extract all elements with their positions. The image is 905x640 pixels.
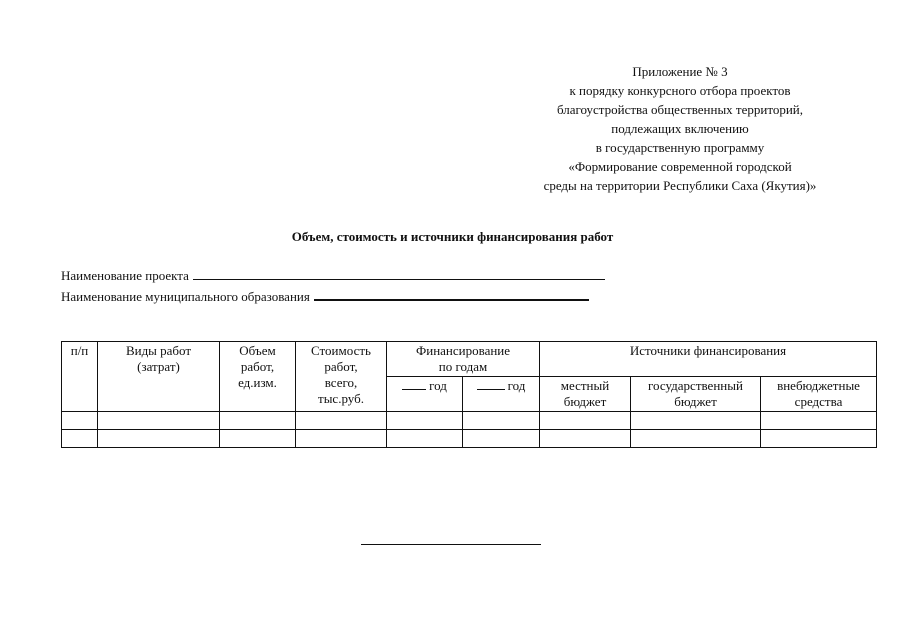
table-cell[interactable] xyxy=(296,412,387,430)
project-name-field xyxy=(61,267,605,284)
header-text: год xyxy=(507,378,526,393)
header-text: Стоимость xyxy=(311,343,371,358)
header-text: бюджет xyxy=(674,394,717,409)
table-cell[interactable] xyxy=(631,412,761,430)
project-name-label: Наименование проекта xyxy=(61,268,189,283)
table-cell[interactable] xyxy=(98,412,220,430)
project-name-blank-line[interactable] xyxy=(193,267,605,280)
header-text: ед.изм. xyxy=(238,375,277,390)
year-blank xyxy=(477,378,505,390)
table-cell[interactable] xyxy=(761,430,877,448)
appendix-line: подлежащих включению xyxy=(611,121,749,136)
header-text: всего, xyxy=(324,375,358,390)
table-cell[interactable] xyxy=(220,412,296,430)
year-blank xyxy=(402,378,426,390)
header-offbudget-funds xyxy=(761,377,877,412)
header-text: Объем xyxy=(239,343,276,358)
table-cell[interactable] xyxy=(540,430,631,448)
header-year-1 xyxy=(387,377,463,412)
header-text: средства xyxy=(794,394,843,409)
table-header-row xyxy=(62,342,877,377)
table-cell[interactable] xyxy=(387,412,463,430)
municipality-blank-line[interactable] xyxy=(314,287,589,301)
header-text: год xyxy=(429,378,447,393)
header-text: по годам xyxy=(438,359,488,374)
header-num: п/п xyxy=(62,342,98,412)
table-cell[interactable] xyxy=(463,412,540,430)
header-text: местный xyxy=(560,378,610,393)
header-text: внебюджетные xyxy=(777,378,860,393)
header-text: работ, xyxy=(324,359,358,374)
appendix-line: в государственную программу xyxy=(595,140,765,155)
table-cell[interactable] xyxy=(62,412,98,430)
header-text: Финансирование xyxy=(415,343,511,358)
appendix-line: благоустройства общественных территорий, xyxy=(556,102,804,117)
appendix-line: «Формирование современной городской xyxy=(568,159,792,174)
header-volume xyxy=(220,342,296,412)
table-cell[interactable] xyxy=(761,412,877,430)
municipality-field xyxy=(61,287,589,305)
header-text: работ, xyxy=(240,359,275,374)
header-text: тыс.руб. xyxy=(318,391,364,406)
header-text: Виды работ xyxy=(125,343,192,358)
table-row xyxy=(62,412,877,430)
header-sources: Источники финансирования xyxy=(540,342,877,377)
table-cell[interactable] xyxy=(296,430,387,448)
table-cell[interactable] xyxy=(62,430,98,448)
table-cell[interactable] xyxy=(631,430,761,448)
appendix-line: среды на территории Республики Саха (Якутия)» xyxy=(543,178,817,193)
header-work-type xyxy=(98,342,220,412)
table-cell[interactable] xyxy=(98,430,220,448)
table-cell[interactable] xyxy=(463,430,540,448)
header-cost xyxy=(296,342,387,412)
municipality-label: Наименование муниципального образования xyxy=(61,289,310,304)
signature-line xyxy=(361,544,541,545)
document-title: Объем, стоимость и источники финансирования работ xyxy=(291,229,614,244)
table-cell[interactable] xyxy=(220,430,296,448)
header-state-budget xyxy=(631,377,761,412)
table-row xyxy=(62,430,877,448)
table-cell[interactable] xyxy=(540,412,631,430)
appendix-line: к порядку конкурсного отбора проектов xyxy=(569,83,791,98)
header-local-budget xyxy=(540,377,631,412)
header-text: бюджет xyxy=(563,394,607,409)
header-year-2 xyxy=(463,377,540,412)
appendix-header xyxy=(500,62,860,195)
header-text: (затрат) xyxy=(137,359,180,374)
header-financing-by-year xyxy=(387,342,540,377)
financing-table xyxy=(61,341,877,448)
table-cell[interactable] xyxy=(387,430,463,448)
header-text: государственный xyxy=(648,378,743,393)
appendix-line: Приложение № 3 xyxy=(632,64,728,79)
